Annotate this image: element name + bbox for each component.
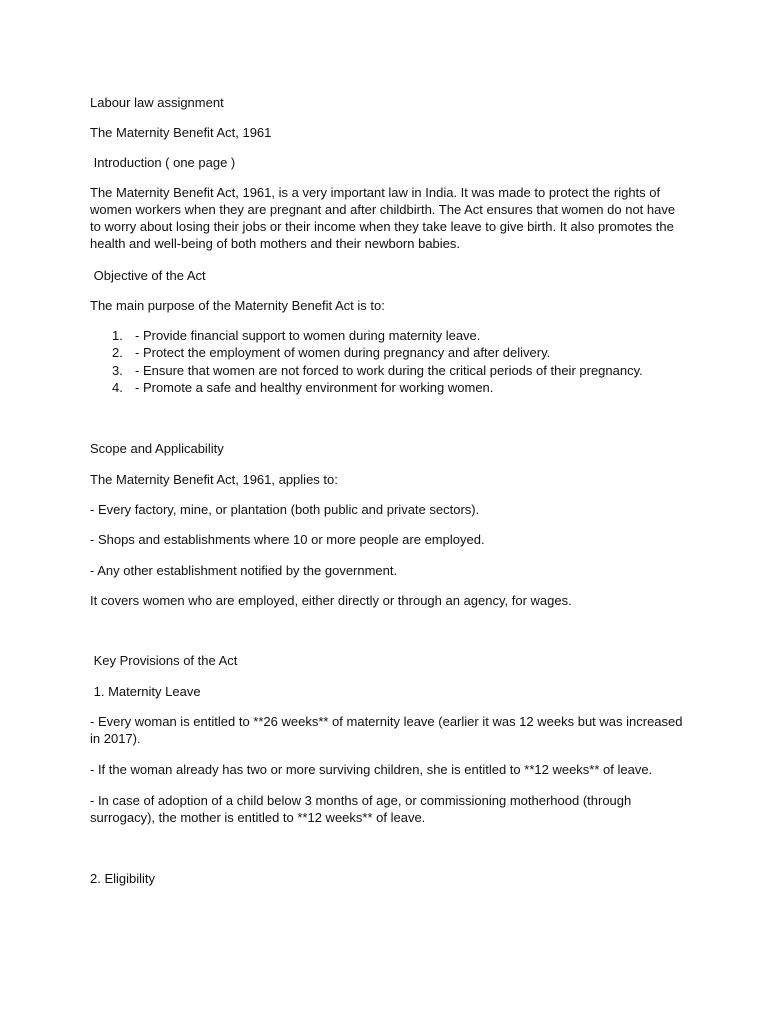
list-item <box>90 327 690 344</box>
maternity-leave-line: - Every woman is entitled to **26 weeks** of maternity leave (earlier it was 12 weeks but was increased <box>90 714 683 729</box>
maternity-leave-paragraph: - If the woman already has two or more surviving children, she is entitled to **12 weeks** of leave. <box>90 762 653 777</box>
introduction-line: women workers when they are pregnant and after childbirth. The Act ensures that women do not have <box>90 202 676 217</box>
maternity-leave-line: in 2017). <box>90 731 141 746</box>
introduction-line: The Maternity Benefit Act, 1961, is a very important law in India. It was made to protect the rights of <box>90 185 661 200</box>
scope-item: - Any other establishment notified by the government. <box>90 563 398 578</box>
introduction-heading: Introduction ( one page ) <box>90 155 236 170</box>
eligibility-heading: 2. Eligibility <box>90 871 156 886</box>
list-number: 3. <box>112 362 123 378</box>
provisions-heading: Key Provisions of the Act <box>90 653 238 668</box>
assignment-title: Labour law assignment <box>90 95 224 110</box>
list-text: - Promote a safe and healthy environment for working women. <box>135 379 494 395</box>
introduction-line: to worry about losing their jobs or their income when they take leave to give birth. It also promotes the <box>90 219 674 234</box>
adoption-line: - In case of adoption of a child below 3 months of age, or commissioning motherhood (through <box>90 793 632 808</box>
list-item <box>90 344 690 361</box>
act-title: The Maternity Benefit Act, 1961 <box>90 125 272 140</box>
list-item <box>90 379 690 396</box>
objective-heading: Objective of the Act <box>90 268 206 283</box>
list-text: - Provide financial support to women during maternity leave. <box>135 328 481 343</box>
objectives-list <box>90 327 690 396</box>
list-text: - Ensure that women are not forced to work during the critical periods of their pregnancy. <box>135 362 643 378</box>
scope-item: - Every factory, mine, or plantation (both public and private sectors). <box>90 502 480 517</box>
scope-coverage: It covers women who are employed, either directly or through an agency, for wages. <box>90 593 572 608</box>
objective-intro: The main purpose of the Maternity Benefit Act is to: <box>90 298 385 313</box>
list-text: - Protect the employment of women during pregnancy and after delivery. <box>135 345 551 361</box>
introduction-line: health and well-being of both mothers and their newborn babies. <box>90 236 461 251</box>
adoption-line: surrogacy), the mother is entitled to **12 weeks** of leave. <box>90 810 426 825</box>
list-number: 4. <box>112 379 123 395</box>
scope-item: - Shops and establishments where 10 or more people are employed. <box>90 532 485 547</box>
list-number: 2. <box>112 345 123 361</box>
list-item <box>90 362 690 379</box>
scope-heading: Scope and Applicability <box>90 441 224 456</box>
list-number: 1. <box>112 328 123 343</box>
scope-intro: The Maternity Benefit Act, 1961, applies to: <box>90 472 338 487</box>
maternity-leave-heading: 1. Maternity Leave <box>90 684 201 699</box>
